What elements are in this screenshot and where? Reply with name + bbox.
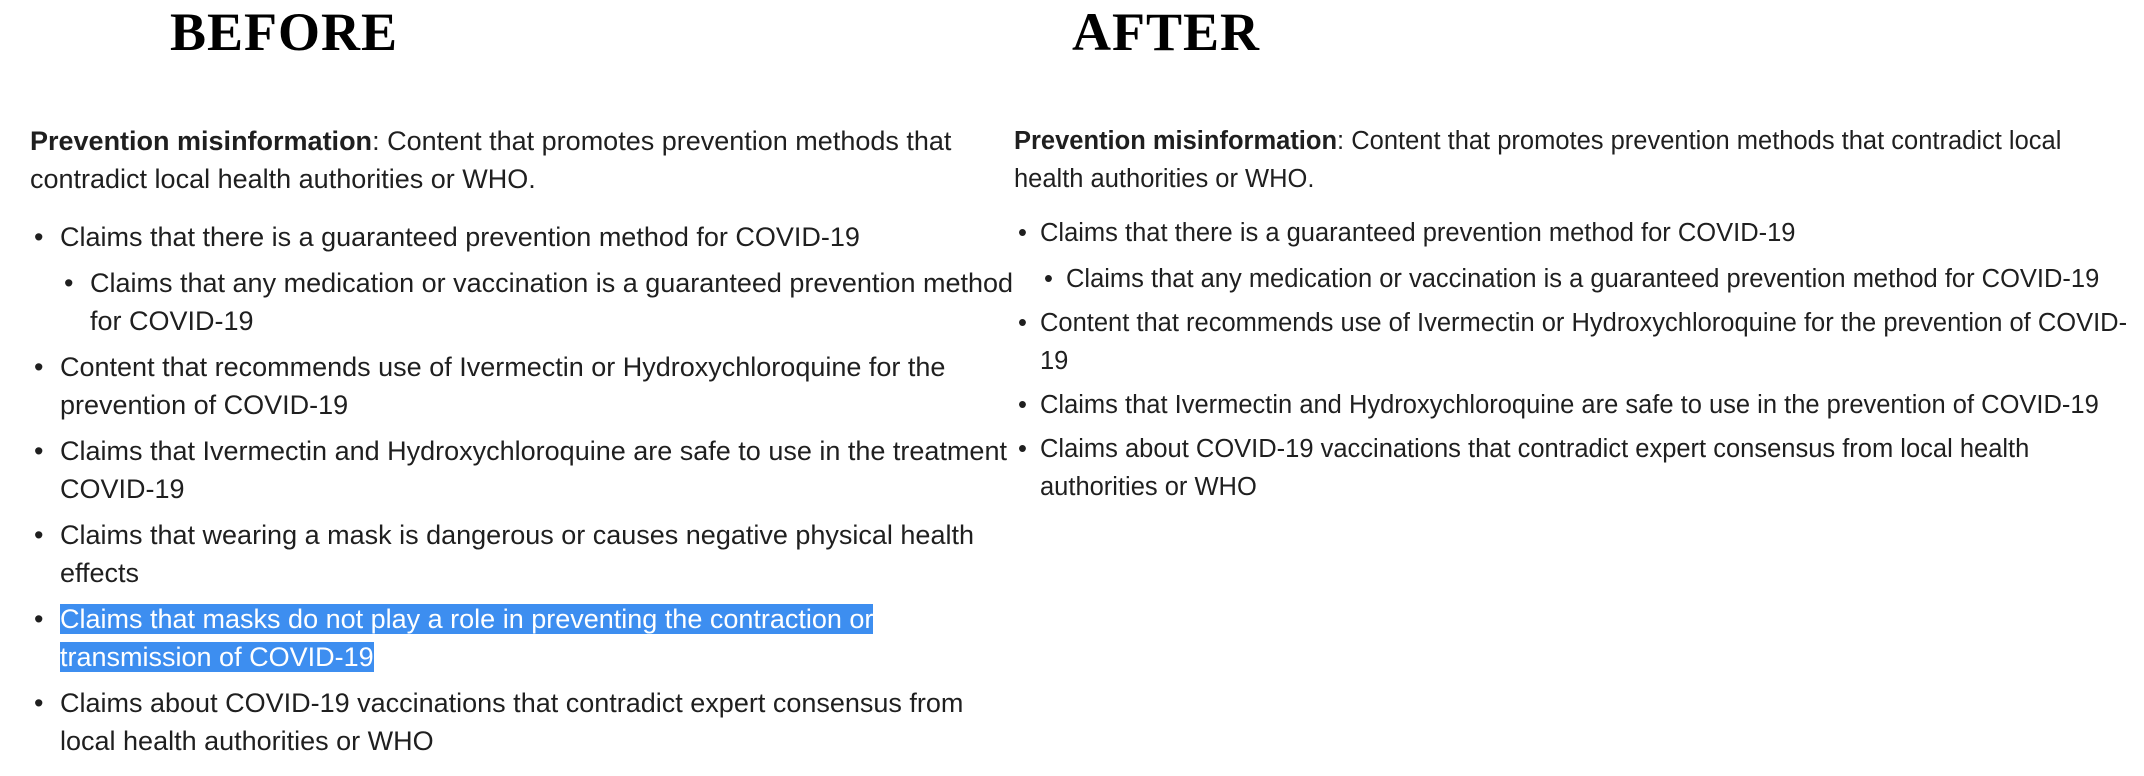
after-heading: AFTER (1072, 2, 1261, 62)
before-intro (30, 122, 1020, 198)
before-list (30, 218, 1020, 760)
before-item-text: Claims about COVID-19 vaccinations that contradict expert consensus from local health authorities or WHO (60, 688, 964, 756)
after-item-text: Claims that there is a guaranteed prevention method for COVID-19 (1040, 219, 1796, 247)
after-intro-term: Prevention misinformation (1014, 127, 1338, 155)
after-panel (1014, 122, 2129, 512)
before-item-text: Claims that Ivermectin and Hydroxychloroquine are safe to use in the treatment COVID-19 (60, 436, 1007, 504)
after-intro (1014, 122, 2129, 198)
after-sub-list-item (1040, 260, 2129, 298)
after-sub-list (1040, 260, 2129, 298)
before-list-item (30, 684, 1020, 760)
after-list-item (1014, 214, 2129, 298)
before-intro-text: : Content that promotes prevention methods that contradict local health authorities or WHO. (30, 126, 952, 194)
before-panel (30, 122, 1020, 768)
after-item-text: Claims that Ivermectin and Hydroxychloroquine are safe to use in the prevention of COVID-19 (1040, 391, 2099, 419)
after-list-item (1014, 430, 2129, 506)
before-item-text: Claims that wearing a mask is dangerous or causes negative physical health effects (60, 520, 974, 588)
before-item-text: Content that recommends use of Ivermectin or Hydroxychloroquine for the prevention of COVID-19 (60, 352, 946, 420)
before-intro-term: Prevention misinformation (30, 126, 373, 156)
before-list-item-highlighted (30, 600, 1020, 676)
before-sub-list (60, 264, 1020, 340)
before-list-item (30, 348, 1020, 424)
before-heading: BEFORE (170, 2, 399, 62)
after-item-text: Claims about COVID-19 vaccinations that contradict expert consensus from local health authorities or WHO (1040, 435, 2030, 501)
before-sub-item-text: Claims that any medication or vaccination is a guaranteed prevention method for COVID-19 (90, 268, 1014, 336)
before-list-item (30, 516, 1020, 592)
highlighted-text-selection[interactable]: Claims that masks do not play a role in preventing the contraction or transmission of COVID-19 (60, 604, 874, 672)
after-list (1014, 214, 2129, 506)
after-item-text: Content that recommends use of Ivermectin or Hydroxychloroquine for the prevention of COVID-19 (1040, 309, 2128, 375)
after-list-item (1014, 304, 2129, 380)
after-list-item (1014, 386, 2129, 424)
before-sub-list-item (60, 264, 1020, 340)
after-sub-item-text: Claims that any medication or vaccination is a guaranteed prevention method for COVID-19 (1066, 265, 2100, 293)
after-intro-text: : Content that promotes prevention methods that contradict local health authorities or WHO. (1014, 127, 2062, 193)
before-item-text: Claims that there is a guaranteed prevention method for COVID-19 (60, 222, 860, 252)
before-list-item (30, 218, 1020, 340)
before-list-item (30, 432, 1020, 508)
